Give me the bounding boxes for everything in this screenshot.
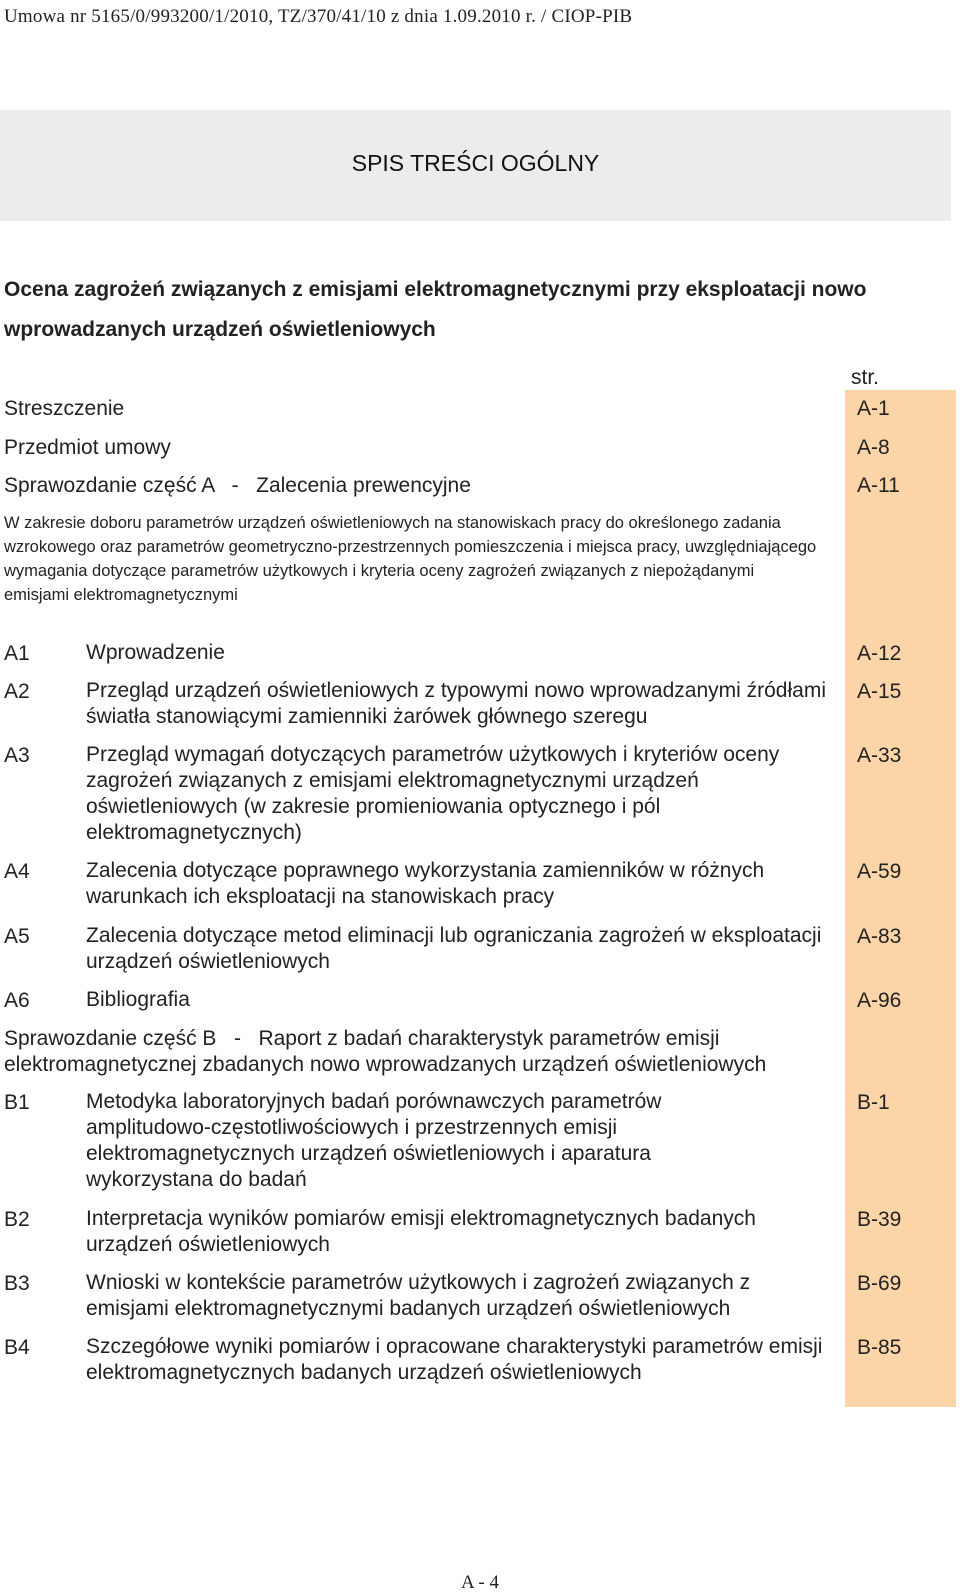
toc-item-text: Zalecenia dotyczące metod eliminacji lub ograniczania zagrożeń w eksploatacji urządzeń oświetleniowych (86, 924, 822, 973)
toc-item-page: B-85 (857, 1336, 902, 1359)
toc-item-page: A-33 (857, 744, 902, 767)
toc-item-page: A-83 (857, 925, 902, 948)
toc-item-number: B1 (4, 1091, 30, 1114)
toc-entry-page: A-1 (857, 397, 890, 420)
page-title: SPIS TREŚCI OGÓLNY (351, 150, 600, 176)
toc-item-page: B-1 (857, 1091, 890, 1114)
toc-part-a-label: Sprawozdanie część A - Zalecenia prewencyjne (4, 474, 471, 497)
page-column-header: str. (851, 366, 880, 389)
toc-item-text: Przegląd wymagań dotyczących parametrów użytkowych i kryteriów oceny zagrożeń związanych z emisjami elektromagnetycznymi urządzeń oświetleniowych (w zakresie promieniowania optycznego i pól elektromagnetycznych) (86, 743, 780, 844)
toc-item-text: Wnioski w kontekście parametrów użytkowych i zagrożeń związanych z emisjami elektromagnetycznymi badanych urządzeń oświetleniowych (86, 1271, 751, 1320)
toc-item-number: A3 (4, 744, 30, 767)
toc-item-page: A-96 (857, 989, 902, 1012)
toc-item-number: A6 (4, 989, 30, 1012)
toc-entry-page: A-11 (857, 474, 900, 497)
toc-item-text: Szczegółowe wyniki pomiarów i opracowane charakterystyki parametrów emisji elektromagnetycznych badanych urządzeń oświetleniowych (86, 1335, 823, 1384)
toc-item-page: B-69 (857, 1272, 902, 1295)
toc-entry-label: Przedmiot umowy (4, 436, 171, 459)
toc-item-number: A4 (4, 860, 30, 883)
toc-item-page: A-15 (857, 680, 902, 703)
toc-item-number: B2 (4, 1208, 30, 1231)
document-subtitle: Ocena zagrożeń związanych z emisjami elektromagnetycznymi przy eksploatacji nowo wprowadzanych urządzeń oświetleniowych (4, 278, 867, 341)
toc-part-a-scope: W zakresie doboru parametrów urządzeń oświetleniowych na stanowiskach pracy do określonego zadania wzrokowego oraz parametrów geometryczno-przestrzennych pomieszczenia i miejsca pracy, uwzględniającego wymagania dotyczące parametrów użytkowych i kryteria oceny zagrożeń związanych z niepożądanymi emisjami elektromagnetycznymi (4, 514, 817, 604)
toc-part-b-label: Sprawozdanie część B - Raport z badań charakterystyk parametrów emisji elektromagnetycznej zbadanych nowo wprowadzanych urządzeń oświetleniowych (4, 1027, 767, 1076)
toc-item-text: Zalecenia dotyczące poprawnego wykorzystania zamienników w różnych warunkach ich eksploatacji na stanowiskach pracy (86, 859, 765, 908)
toc-item-text: Interpretacja wyników pomiarów emisji elektromagnetycznych badanych urządzeń oświetleniowych (86, 1207, 756, 1256)
toc-item-page: B-39 (857, 1208, 902, 1231)
toc-item-page: A-59 (857, 860, 902, 883)
toc-item-text: Przegląd urządzeń oświetleniowych z typowymi nowo wprowadzanymi źródłami światła stanowiącymi zamienniki żarówek głównego szeregu (86, 679, 826, 728)
toc-item-text: Metodyka laboratoryjnych badań porównawczych parametrów amplitudowo-częstotliwościowych i przestrzennych emisji elektromagnetycznych urządzeń oświetleniowych i aparatura wykorzystana do badań (86, 1090, 662, 1191)
toc-item-number: B3 (4, 1272, 30, 1295)
toc-entry-label: Streszczenie (4, 397, 125, 420)
page-footer-number: A - 4 (461, 1572, 499, 1593)
toc-item-number: A2 (4, 680, 30, 703)
page-number-column (845, 390, 956, 1407)
document-header: Umowa nr 5165/0/993200/1/2010, TZ/370/41/10 z dnia 1.09.2010 r. / CIOP-PIB (4, 6, 633, 27)
toc-item-number: A5 (4, 925, 30, 948)
toc-item-text: Bibliografia (86, 988, 190, 1011)
toc-item-number: A1 (4, 642, 30, 665)
toc-entry-page: A-8 (857, 436, 890, 459)
toc-item-page: A-12 (857, 642, 902, 665)
toc-item-text: Wprowadzenie (86, 641, 225, 664)
toc-item-number: B4 (4, 1336, 30, 1359)
